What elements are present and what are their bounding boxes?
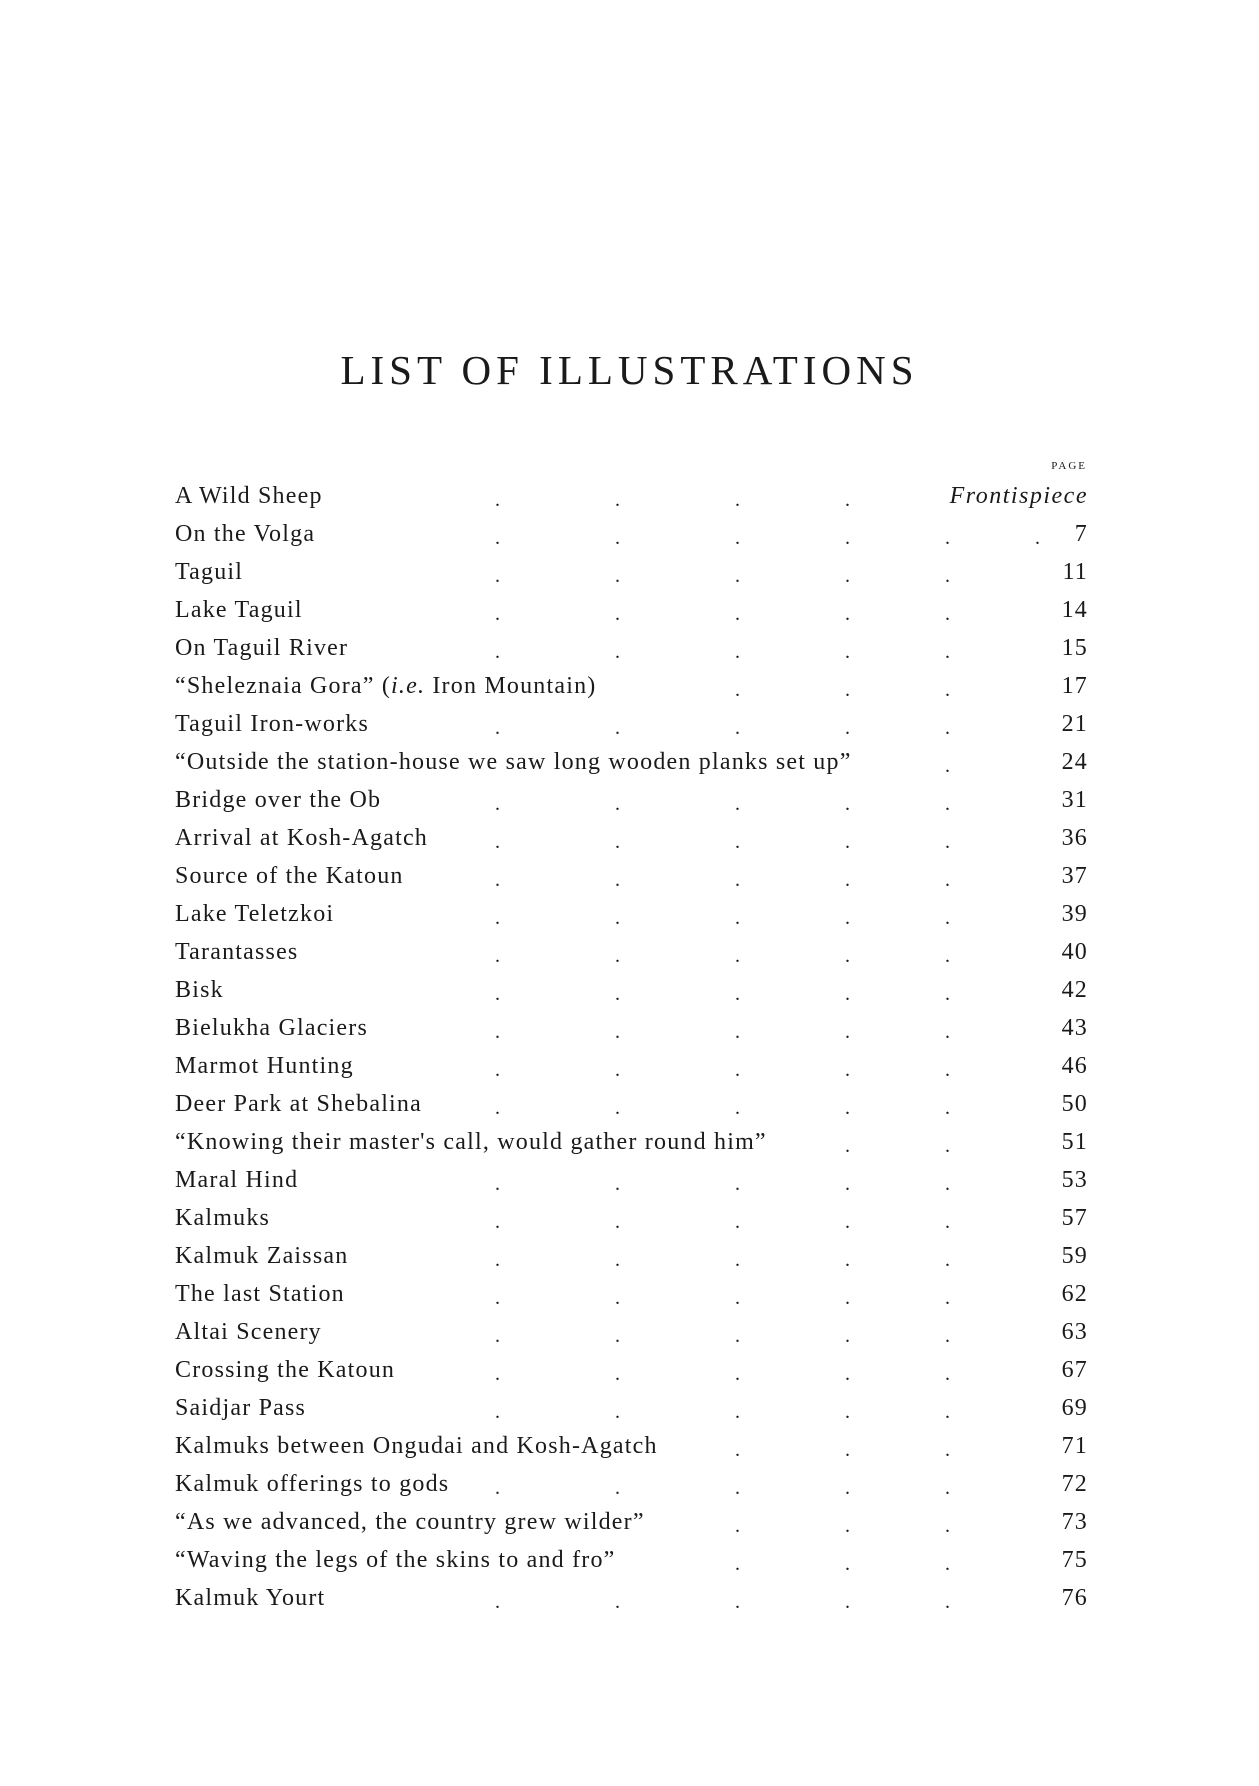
illustration-caption: Taguil Iron-works [175,711,370,737]
leader-dots: . . . [735,1515,952,1537]
caption-text: “Sheleznaia Gora” ( [175,673,392,699]
leader-dots: . . . . . [495,831,952,853]
list-item [175,1009,1088,1047]
leader-dots: . . . . . [495,641,952,663]
page-number: 7 [1074,521,1088,547]
leader-dots: . . . . . [495,1477,952,1499]
illustration-caption: Source of the Katoun [175,863,404,889]
illustration-caption: Maral Hind [175,1167,299,1193]
page-number: 71 [1061,1433,1088,1459]
illustration-caption: The last Station [175,1281,345,1307]
leader-dots: . . . . . . [495,527,1042,549]
list-item [175,933,1088,971]
illustration-caption: Lake Taguil [175,597,303,623]
list-item [175,1237,1088,1275]
leader-dots: . . . . . [495,1097,952,1119]
leader-dots: . . . . . [495,907,952,929]
list-item [175,1503,1088,1541]
list-item [175,971,1088,1009]
leader-dots: . . . . . [495,1325,952,1347]
list-item [175,591,1088,629]
leader-dots: . . . . . [495,1401,952,1423]
illustration-caption: Bielukha Glaciers [175,1015,369,1041]
leader-dots: . . . . . [495,565,952,587]
list-item [175,1389,1088,1427]
list-item [175,1465,1088,1503]
page-number: 76 [1061,1585,1088,1611]
illustration-caption: Bridge over the Ob [175,787,382,813]
list-item [175,667,1088,705]
list-item [175,781,1088,819]
list-item [175,1199,1088,1237]
illustration-caption: Bisk [175,977,224,1003]
list-item [175,819,1088,857]
illustration-caption: Marmot Hunting [175,1053,354,1079]
page-number: 15 [1061,635,1088,661]
illustration-caption: Arrival at Kosh-Agatch [175,825,428,851]
list-item [175,1313,1088,1351]
caption-text: Iron Mountain) [425,673,597,699]
illustration-caption: Crossing the Katoun [175,1357,396,1383]
illustration-caption: “Outside the station-house we saw long wooden planks set up” [175,749,852,775]
page-number: 39 [1061,901,1088,927]
list-item [175,1161,1088,1199]
page-number: 75 [1061,1547,1088,1573]
leader-dots: . . . . . [495,1021,952,1043]
page-number: 36 [1061,825,1088,851]
leader-dots: . . . . . [495,1059,952,1081]
page-number: 53 [1061,1167,1088,1193]
list-item [175,1541,1088,1579]
leader-dots: . . . . . [495,983,952,1005]
illustration-caption: Saidjar Pass [175,1395,307,1421]
list-item [175,1123,1088,1161]
illustration-caption: “As we advanced, the country grew wilder” [175,1509,645,1535]
illustrations-list [175,477,1088,1617]
page-number: 57 [1061,1205,1088,1231]
page-number: 50 [1061,1091,1088,1117]
page-number: Frontispiece [949,483,1088,509]
leader-dots: . . . . . [495,869,952,891]
list-item [175,515,1088,553]
illustration-caption: Kalmuks [175,1205,271,1231]
illustration-caption: A Wild Sheep [175,483,323,509]
page-number: 43 [1061,1015,1088,1041]
illustration-caption: Kalmuk Yourt [175,1585,326,1611]
illustration-caption: Tarantasses [175,939,299,965]
leader-dots: . . . . . [495,1173,952,1195]
page-number: 21 [1061,711,1088,737]
leader-dots: . . . [735,1439,952,1461]
page-number: 24 [1061,749,1088,775]
page-number: 63 [1061,1319,1088,1345]
page-number: 42 [1061,977,1088,1003]
page-number: 73 [1061,1509,1088,1535]
list-item [175,477,1088,515]
page-number: 69 [1061,1395,1088,1421]
illustration-caption: On the Volga [175,521,316,547]
illustration-caption: Kalmuk offerings to gods [175,1471,450,1497]
leader-dots: . . . . . [495,1363,952,1385]
list-item [175,1275,1088,1313]
list-item [175,629,1088,667]
page-number: 62 [1061,1281,1088,1307]
page-number: 51 [1061,1129,1088,1155]
list-item [175,1427,1088,1465]
leader-dots: . . . . . [495,717,952,739]
illustration-caption: Lake Teletzkoi [175,901,335,927]
page-number: 31 [1061,787,1088,813]
leader-dots: . . . . . [495,793,952,815]
illustration-caption: Kalmuks between Ongudai and Kosh-Agatch [175,1433,658,1459]
illustration-caption: Deer Park at Shebalina [175,1091,422,1117]
leader-dots: . . . [735,679,952,701]
leader-dots: . . . . . [495,1287,952,1309]
leader-dots: . . [845,1135,952,1157]
leader-dots: . . . . . [495,945,952,967]
list-item [175,1047,1088,1085]
leader-dots: . . . [735,1553,952,1575]
list-item [175,553,1088,591]
page-number: 67 [1061,1357,1088,1383]
illustration-caption: On Taguil River [175,635,349,661]
list-item [175,1351,1088,1389]
list-item [175,1579,1088,1617]
page-number: 11 [1062,559,1088,585]
list-item [175,705,1088,743]
page-title: LIST OF ILLUSTRATIONS [340,347,919,393]
page-number: 46 [1061,1053,1088,1079]
illustration-caption: Taguil [175,559,244,585]
leader-dots: . . . . [495,489,852,511]
leader-dots: . . . . . [495,1591,952,1613]
list-item [175,743,1088,781]
list-item [175,895,1088,933]
illustration-caption: “Knowing their master's call, would gather round him” [175,1129,767,1155]
page-number: 17 [1061,673,1088,699]
page-number: 40 [1061,939,1088,965]
illustration-caption [175,667,596,705]
page-number: 14 [1061,597,1088,623]
illustration-caption: Kalmuk Zaissan [175,1243,349,1269]
list-item [175,1085,1088,1123]
leader-dots: . . . . . [495,1211,952,1233]
page-column-label: PAGE [1051,460,1087,472]
leader-dots: . . . . . [495,1249,952,1271]
page-number: 72 [1061,1471,1088,1497]
leader-dots: . [945,755,952,777]
page-number: 37 [1061,863,1088,889]
caption-italic: i.e. [391,673,426,699]
illustration-caption: Altai Scenery [175,1319,322,1345]
illustration-caption: “Waving the legs of the skins to and fro” [175,1547,616,1573]
leader-dots: . . . . . [495,603,952,625]
list-item [175,857,1088,895]
page-number: 59 [1061,1243,1088,1269]
